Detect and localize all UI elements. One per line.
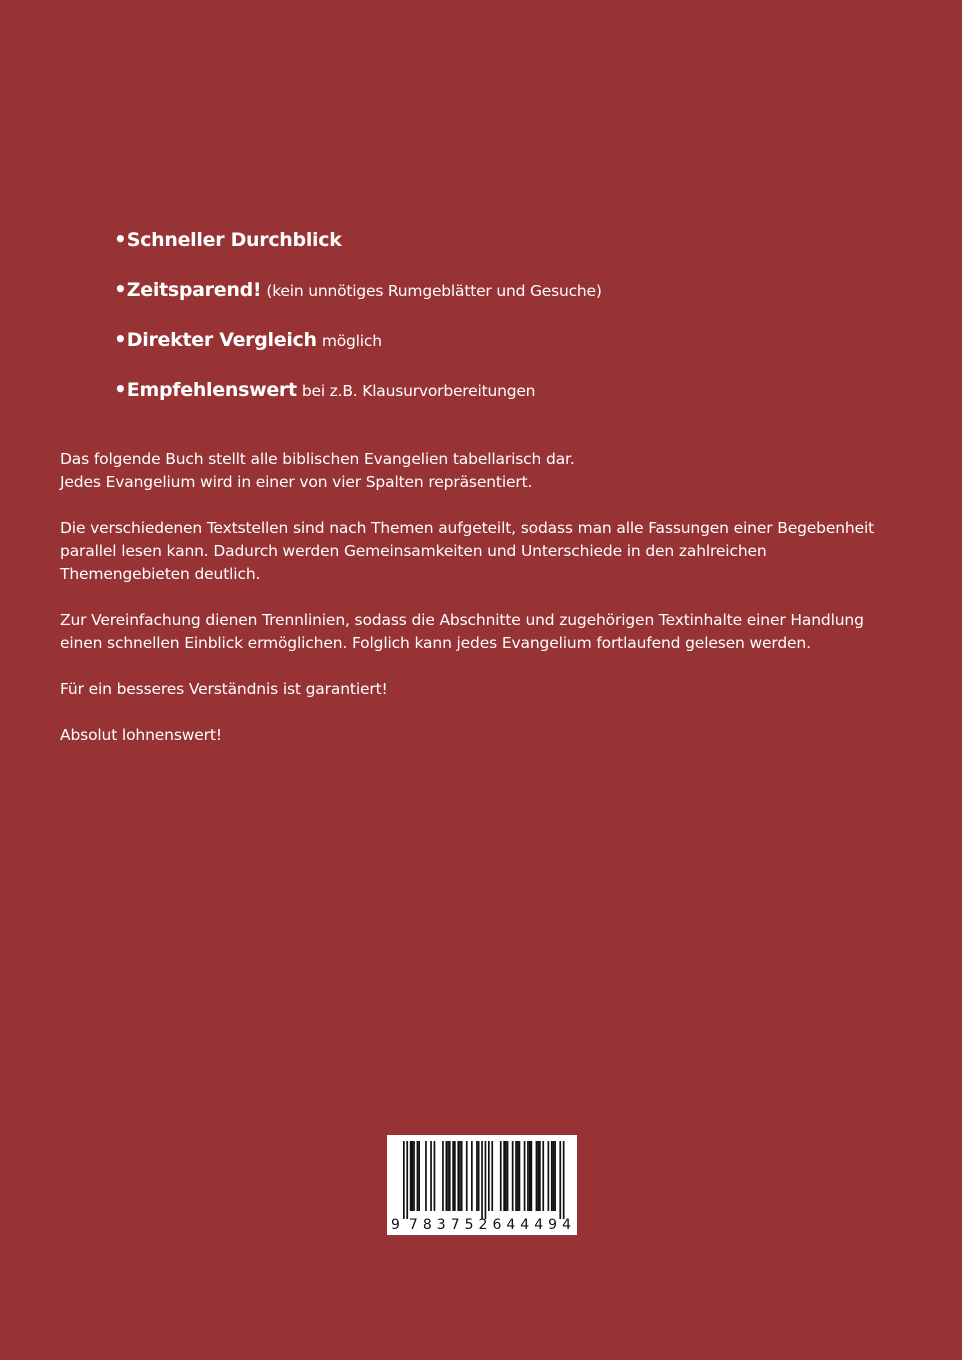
barcode-bar xyxy=(505,1141,507,1211)
barcode-bar xyxy=(447,1141,449,1211)
isbn-digit: 7 xyxy=(408,1217,418,1233)
text-line: Das folgende Buch stellt alle biblischen Evangelien tabellarisch dar. xyxy=(60,450,575,468)
barcode-bar xyxy=(548,1141,550,1211)
isbn-digit: 4 xyxy=(562,1217,571,1233)
barcode-bar xyxy=(527,1141,529,1211)
text-line: Die verschiedenen Textstellen sind nach Themen aufgeteilt, sodass man alle Fassungen einer Begebenheit xyxy=(60,519,875,537)
barcode-bar xyxy=(412,1141,414,1211)
barcode-bar xyxy=(476,1141,478,1211)
barcode-bar xyxy=(452,1141,454,1211)
barcode-bar xyxy=(551,1141,553,1211)
barcode-bar xyxy=(536,1141,538,1211)
barcode-bar xyxy=(449,1141,451,1211)
barcode-bar xyxy=(413,1141,415,1211)
barcode-bar xyxy=(406,1141,408,1219)
text-line: Zur Vereinfachung dienen Trennlinien, sodass die Abschnitte und zugehörigen Textinhalte einer Handlung xyxy=(60,611,864,629)
feature-item xyxy=(114,324,914,374)
barcode-bar xyxy=(554,1141,556,1211)
bullet-dot: • xyxy=(114,327,127,351)
isbn-digit: 4 xyxy=(506,1217,516,1233)
isbn-digit: 4 xyxy=(534,1217,544,1233)
isbn-digit: 8 xyxy=(422,1217,432,1233)
description xyxy=(60,448,930,770)
feature-item xyxy=(114,374,914,424)
feature-title: Zeitsparend! xyxy=(126,279,262,301)
barcode-bar xyxy=(563,1141,565,1219)
description-paragraph xyxy=(60,448,930,494)
description-paragraph xyxy=(60,724,930,747)
barcode-bar xyxy=(471,1141,473,1211)
feature-title: Schneller Durchblick xyxy=(126,229,342,251)
barcode-bar xyxy=(507,1141,509,1211)
barcode-bar xyxy=(531,1141,533,1211)
feature-item xyxy=(114,274,914,324)
description-paragraph xyxy=(60,609,930,655)
barcode-bar xyxy=(446,1141,448,1211)
barcode-bar xyxy=(519,1141,521,1211)
barcode-bar xyxy=(539,1141,541,1211)
barcode-bar xyxy=(430,1141,432,1211)
description-paragraph xyxy=(60,517,930,586)
barcode-bar xyxy=(515,1141,517,1211)
barcode-bar xyxy=(481,1141,483,1219)
isbn-number xyxy=(391,1217,571,1233)
feature-title: Empfehlenswert xyxy=(126,379,297,401)
text-line: parallel lesen kann. Dadurch werden Gemeinsamkeiten und Unterschiede in den zahlreichen xyxy=(60,542,767,560)
isbn-digit: 6 xyxy=(492,1217,502,1233)
isbn-digit: 3 xyxy=(436,1217,446,1233)
text-line: Themengebieten deutlich. xyxy=(60,565,261,583)
barcode-bar xyxy=(529,1141,531,1211)
feature-note: bei z.B. Klausurvorbereitungen xyxy=(301,382,536,400)
feature-list xyxy=(114,224,914,424)
barcode-bar xyxy=(478,1141,480,1211)
barcode-bar xyxy=(417,1141,419,1211)
barcode-bar xyxy=(512,1141,514,1211)
barcode-bar xyxy=(461,1141,463,1211)
text-line: Für ein besseres Verständnis ist garantiert! xyxy=(60,680,388,698)
feature-item xyxy=(114,224,914,274)
barcode-bar xyxy=(434,1141,436,1211)
isbn-digit: 7 xyxy=(450,1217,460,1233)
isbn-digit: 9 xyxy=(548,1217,558,1233)
barcode-bar xyxy=(442,1141,444,1211)
barcode-bar xyxy=(403,1141,405,1219)
isbn-digit: 2 xyxy=(478,1217,488,1233)
bullet-dot: • xyxy=(114,277,127,301)
bullet-dot: • xyxy=(114,227,127,251)
barcode-bar xyxy=(410,1141,412,1211)
isbn-barcode xyxy=(387,1135,577,1235)
barcode-bar xyxy=(491,1141,493,1211)
barcode-bar xyxy=(517,1141,519,1211)
barcode-bar xyxy=(559,1141,561,1219)
barcode-bar xyxy=(542,1141,544,1211)
barcode-bar xyxy=(537,1141,539,1211)
barcode-bar xyxy=(457,1141,459,1211)
barcode-bar xyxy=(466,1141,468,1211)
barcode-bar xyxy=(459,1141,461,1211)
barcode-bar xyxy=(524,1141,526,1211)
isbn-digit: 4 xyxy=(520,1217,530,1233)
feature-title: Direkter Vergleich xyxy=(126,329,317,351)
bullet-dot: • xyxy=(114,377,127,401)
barcode-bar xyxy=(418,1141,420,1211)
isbn-digit: 9 xyxy=(391,1217,400,1233)
barcode-bar xyxy=(454,1141,456,1211)
feature-note: möglich xyxy=(321,332,382,350)
barcode-bar xyxy=(500,1141,502,1211)
barcode-bar xyxy=(425,1141,427,1211)
text-line: Jedes Evangelium wird in einer von vier Spalten repräsentiert. xyxy=(60,473,533,491)
barcode-bar xyxy=(503,1141,505,1211)
feature-note: (kein unnötiges Rumgeblätter und Gesuche) xyxy=(266,282,602,300)
barcode-bar xyxy=(488,1141,490,1211)
text-line: einen schnellen Einblick ermöglichen. Folglich kann jedes Evangelium fortlaufend gelesen werden. xyxy=(60,634,811,652)
barcode-bar xyxy=(485,1141,487,1219)
barcode-bar xyxy=(553,1141,555,1211)
text-line: Absolut lohnenswert! xyxy=(60,726,222,744)
isbn-digit: 5 xyxy=(464,1217,474,1233)
description-paragraph xyxy=(60,678,930,701)
